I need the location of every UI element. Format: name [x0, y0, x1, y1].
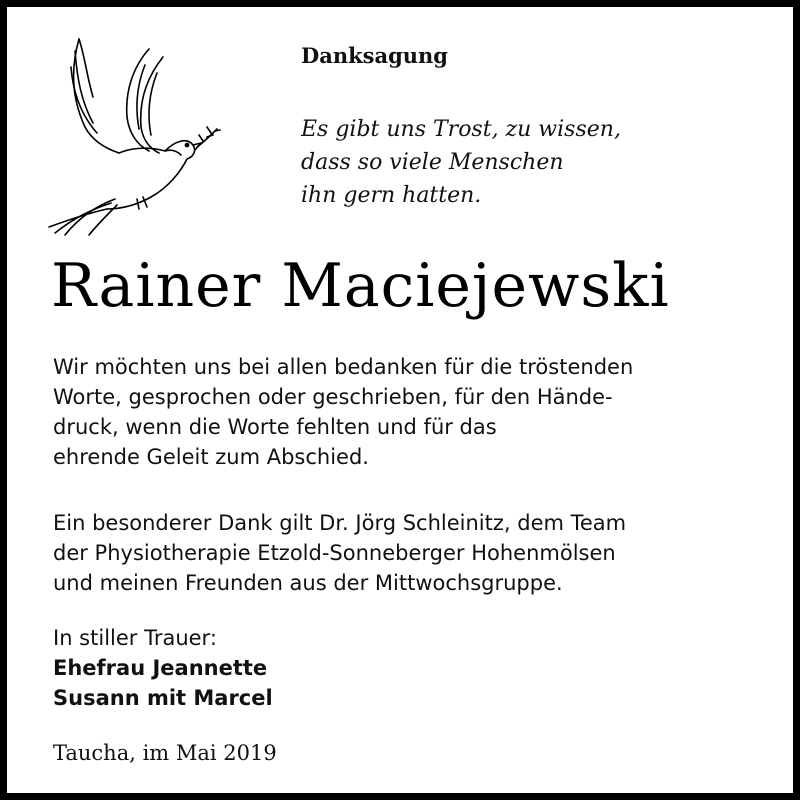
heading-danksagung: Danksagung [301, 43, 448, 68]
paragraph-line: druck, wenn die Worte fehlten und für das [53, 415, 497, 439]
mourner-name: Ehefrau Jeannette [53, 656, 268, 680]
dove-icon [41, 37, 221, 237]
deceased-name: Rainer Maciejewski [51, 251, 670, 321]
verse-line: Es gibt uns Trost, zu wissen, [301, 117, 621, 142]
thanks-paragraph [53, 352, 633, 472]
paragraph-line: der Physiotherapie Etzold-Sonneberger Hohenmölsen [53, 541, 616, 565]
verse-line: ihn gern hatten. [301, 183, 482, 208]
special-thanks-paragraph [53, 508, 626, 598]
paragraph-line: Worte, gesprochen oder geschrieben, für den Hände- [53, 385, 613, 409]
paragraph-line: Wir möchten uns bei allen bedanken für die tröstenden [53, 355, 634, 379]
mourners-block [53, 623, 273, 713]
verse [301, 113, 621, 212]
place-date: Taucha, im Mai 2019 [53, 741, 277, 765]
paragraph-line: Ein besonderer Dank gilt Dr. Jörg Schleinitz, dem Team [53, 511, 627, 535]
paragraph-line: und meinen Freunden aus der Mittwochsgruppe. [53, 571, 563, 595]
mourning-intro: In stiller Trauer: [53, 626, 217, 650]
mourner-name: Susann mit Marcel [53, 686, 273, 710]
paragraph-line: ehrende Geleit zum Abschied. [53, 445, 369, 469]
verse-line: dass so viele Menschen [301, 150, 564, 175]
